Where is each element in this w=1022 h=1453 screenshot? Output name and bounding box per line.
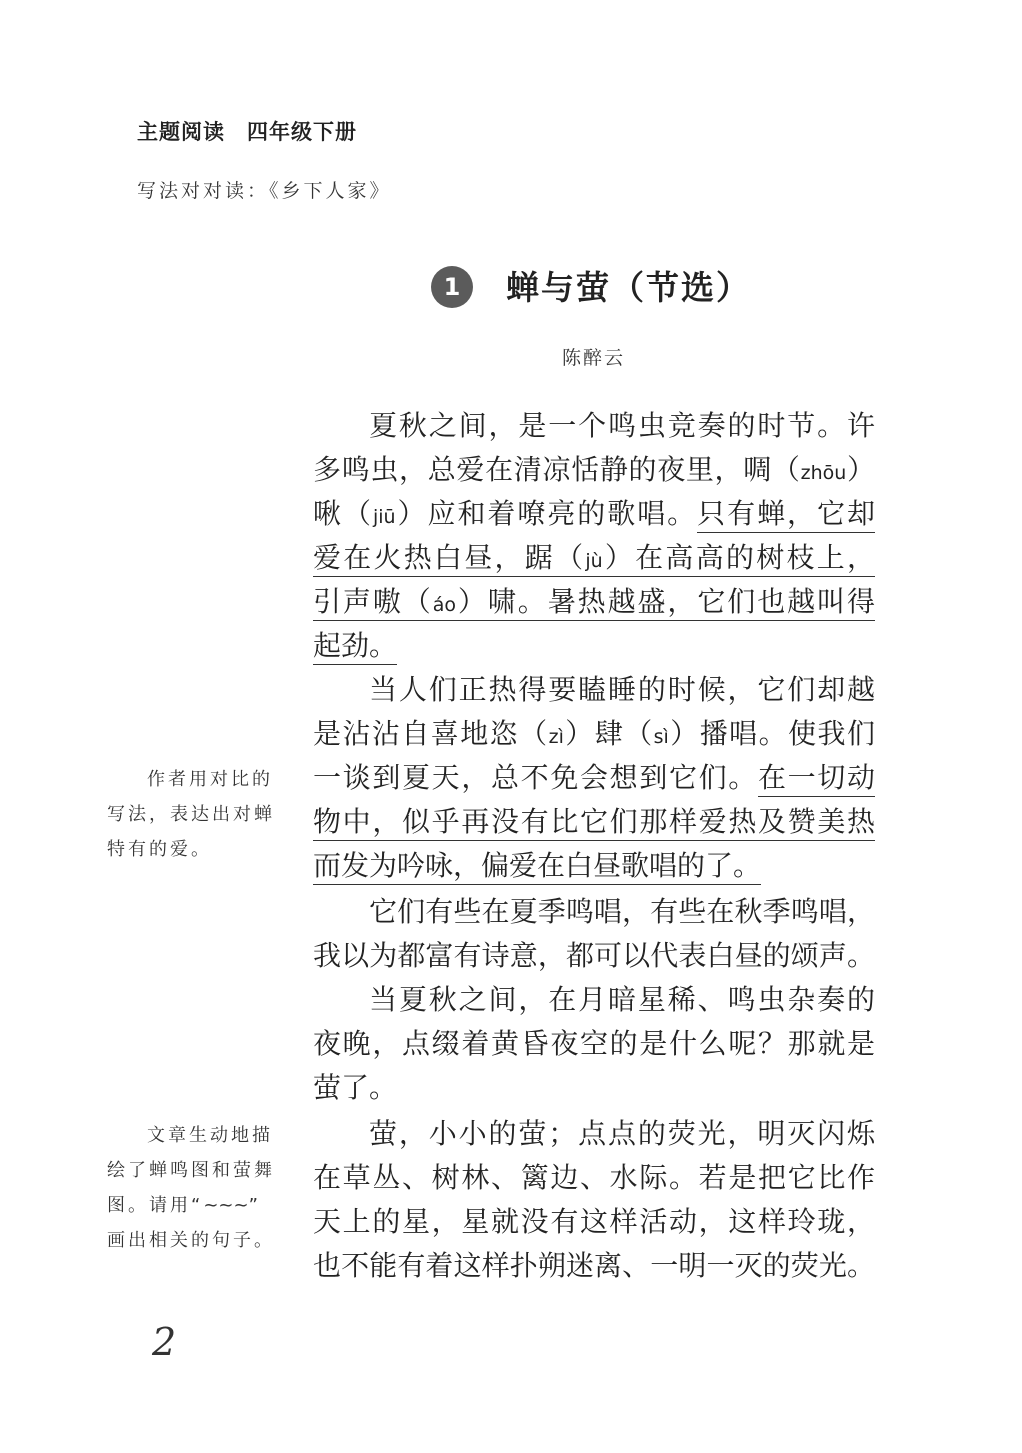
text-line: 多鸣虫，总爱在清凉恬静的夜里，啁（zhōu） bbox=[313, 453, 875, 486]
text-line: 而发为吟咏，偏爱在白昼歌唱的了。 bbox=[313, 844, 875, 888]
text-line: 夜晚，点缀着黄昏夜空的是什么呢？那就是 bbox=[313, 1027, 875, 1060]
underlined-sentence: 只有蝉，它却 bbox=[697, 497, 875, 533]
margin-note-contrast: 作者用对比的 写法，表达出对蝉 特有的爱。 bbox=[107, 769, 275, 860]
page-number: 2 bbox=[152, 1320, 177, 1364]
section-subtitle: 写法对对读：《乡下人家》 bbox=[137, 180, 392, 202]
chapter-number-badge: 1 bbox=[431, 266, 473, 308]
text-line: 一谈到夏天，总不免会想到它们。在一切动 bbox=[313, 756, 875, 800]
text-line: 物中，似乎再没有比它们那样爱热及赞美热 bbox=[313, 800, 875, 844]
chapter-title: 蝉与萤（节选） bbox=[506, 268, 751, 307]
text-line: 是沾沾自喜地恣（zì）肆（sì）播唱。使我们 bbox=[313, 717, 875, 750]
text-line: 萤，小小的萤；点点的荧光，明灭闪烁 bbox=[369, 1117, 875, 1150]
text-line: 我以为都富有诗意，都可以代表白昼的颂声。 bbox=[313, 939, 875, 972]
text-line: 当夏秋之间，在月暗星稀、鸣虫杂奏的 bbox=[369, 983, 875, 1016]
text-line: 当人们正热得要瞌睡的时候，它们却越 bbox=[369, 673, 875, 706]
text-line: 在草丛、树林、篱边、水际。若是把它比作 bbox=[313, 1161, 875, 1194]
margin-note-drawing: 文章生动地描 绘了蝉鸣图和萤舞 图。请用“~~~” 画出相关的句子。 bbox=[107, 1125, 275, 1251]
book-title: 主题阅读 四年级下册 bbox=[137, 120, 357, 144]
text-line: 它们有些在夏季鸣唱，有些在秋季鸣唱， bbox=[369, 895, 875, 928]
author: 陈醉云 bbox=[562, 347, 626, 369]
text-line: 也不能有着这样扑朔迷离、一明一灭的荧光。 bbox=[313, 1249, 875, 1282]
text-line: 啾（jiū）应和着嘹亮的歌唱。只有蝉，它却 bbox=[313, 492, 875, 536]
text-line: 萤了。 bbox=[313, 1071, 398, 1104]
underlined-sentence: 在一切动 bbox=[758, 761, 875, 797]
text-line: 夏秋之间，是一个鸣虫竞奏的时节。许 bbox=[369, 409, 875, 442]
text-line: 起劲。 bbox=[313, 624, 875, 668]
text-line: 天上的星，星就没有这样活动，这样玲珑， bbox=[313, 1205, 875, 1238]
text-line: 引声嗷（áo）啸。暑热越盛，它们也越叫得 bbox=[313, 580, 875, 624]
wavy-line-mark: ~~~ bbox=[203, 1195, 249, 1216]
text-line: 爱在火热白昼，踞（jù）在高高的树枝上， bbox=[313, 536, 875, 580]
